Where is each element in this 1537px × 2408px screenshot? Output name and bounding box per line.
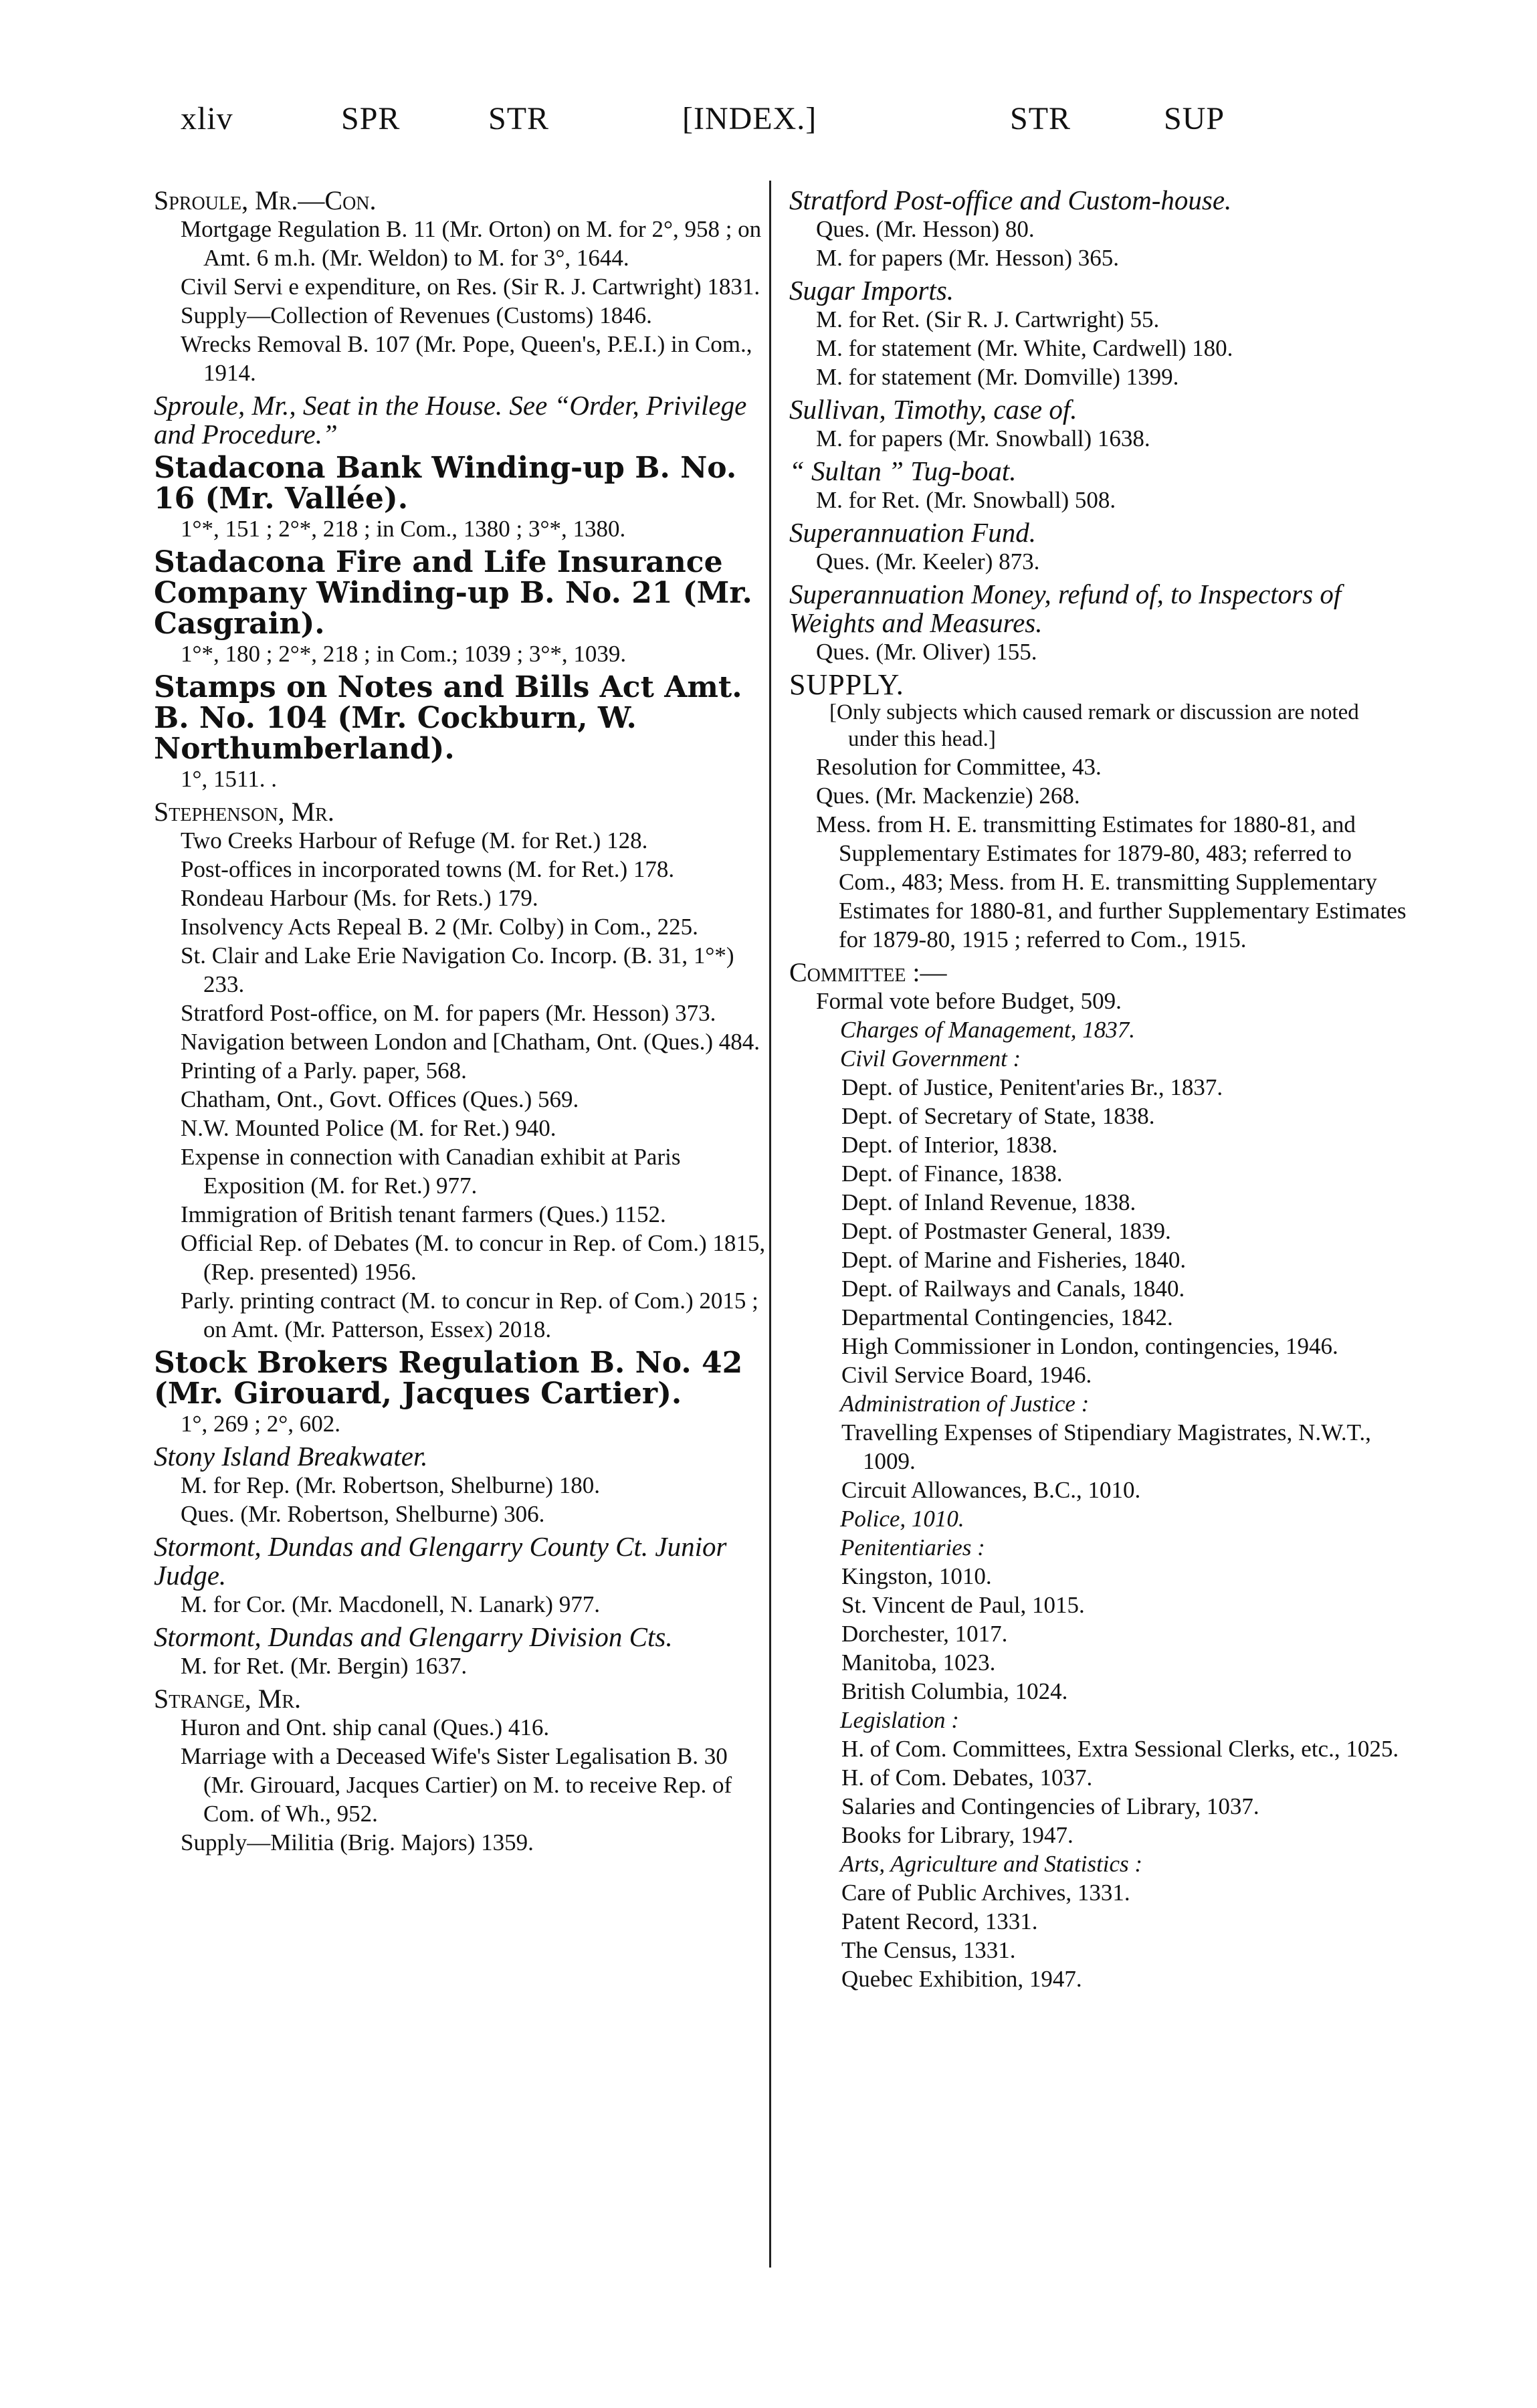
- index-entry: 1°*, 180 ; 2°*, 218 ; in Com.; 1039 ; 3°*, 1039.: [181, 641, 627, 667]
- index-entry: Formal vote before Budget, 509.: [816, 988, 1122, 1014]
- index-entry: Kingston, 1010.: [841, 1563, 992, 1589]
- index-heading: Stratford Post-office and Custom-house.: [789, 185, 1232, 215]
- index-entry: Dept. of Secretary of State, 1838.: [841, 1103, 1155, 1129]
- index-entry: M. for Ret. (Sir R. J. Cartwright) 55.: [816, 306, 1160, 332]
- index-heading: Sproule, Mr., Seat in the House. See “Order, Privilege and Procedure.”: [154, 390, 747, 449]
- index-entry: Travelling Expenses of Stipendiary Magistrates, N.W.T., 1009.: [841, 1419, 1371, 1474]
- index-entry: Dept. of Inland Revenue, 1838.: [841, 1189, 1136, 1215]
- index-entry: Civil Service Board, 1946.: [841, 1362, 1092, 1388]
- index-group-heading: Legislation :: [840, 1707, 959, 1733]
- index-entry: Ques. (Mr. Hesson) 80.: [816, 216, 1035, 242]
- index-heading: Superannuation Fund.: [789, 517, 1036, 548]
- index-entry: Departmental Contingencies, 1842.: [841, 1304, 1173, 1330]
- index-entry: 1°, 269 ; 2°, 602.: [181, 1411, 340, 1437]
- index-entry: Mortgage Regulation B. 11 (Mr. Orton) on M. for 2°, 958 ; on Amt. 6 m.h. (Mr. Weldon) to M. for 3°, 1644.: [181, 216, 762, 271]
- index-entry: M. for statement (Mr. White, Cardwell) 180.: [816, 335, 1233, 361]
- index-heading: Committee :—: [789, 957, 947, 987]
- index-group-heading: Charges of Management, 1837.: [840, 1017, 1136, 1043]
- index-entry: N.W. Mounted Police (M. for Ret.) 940.: [181, 1115, 556, 1141]
- index-group-heading: Penitentiaries :: [840, 1534, 985, 1561]
- index-entry: Supply—Militia (Brig. Majors) 1359.: [181, 1829, 534, 1855]
- index-entry: Ques. (Mr. Robertson, Shelburne) 306.: [181, 1501, 545, 1527]
- index-entry: Expense in connection with Canadian exhibit at Paris Exposition (M. for Ret.) 977.: [181, 1144, 681, 1199]
- index-entry: Quebec Exhibition, 1947.: [841, 1966, 1082, 1992]
- index-heading: Stephenson, Mr.: [154, 797, 334, 827]
- header-range-end-left: STR: [488, 101, 550, 136]
- index-entry: Mess. from H. E. transmitting Estimates for 1880-81, and Supplementary Estimates for 1879-80, 483; referred to Com., 483; Mess. from H. E. transmitting Supplementary Estimates for 1880-81, and further Supplementary Estimates for 1879-80, 1915 ; referred to Com., 1915.: [816, 811, 1407, 952]
- index-entry: Immigration of British tenant farmers (Ques.) 1152.: [181, 1201, 666, 1227]
- index-entry: Dorchester, 1017.: [841, 1621, 1008, 1647]
- index-entry: Two Creeks Harbour of Refuge (M. for Ret.) 128.: [181, 827, 648, 854]
- index-heading: Sullivan, Timothy, case of.: [789, 394, 1078, 425]
- index-entry: British Columbia, 1024.: [841, 1678, 1068, 1704]
- column-divider: [769, 181, 771, 2268]
- index-entry: M. for Rep. (Mr. Robertson, Shelburne) 180.: [181, 1472, 601, 1498]
- index-entry: Stratford Post-office, on M. for papers (Mr. Hesson) 373.: [181, 1000, 716, 1026]
- index-entry: High Commissioner in London, contingencies, 1946.: [841, 1333, 1338, 1359]
- page-number: xliv: [181, 101, 233, 136]
- index-entry: Parly. printing contract (M. to concur in Rep. of Com.) 2015 ; on Amt. (Mr. Patterson, Essex) 2018.: [181, 1288, 758, 1342]
- index-entry: 1°, 1511. .: [181, 766, 277, 792]
- index-heading: Stormont, Dundas and Glengarry County Ct. Junior Judge.: [154, 1531, 727, 1591]
- index-heading: Superannuation Money, refund of, to Inspectors of Weights and Measures.: [789, 579, 1342, 638]
- index-entry: Navigation between London and [Chatham, Ont. (Ques.) 484.: [181, 1029, 760, 1055]
- header-section: [INDEX.]: [682, 101, 817, 136]
- index-entry: Supply—Collection of Revenues (Customs) 1846.: [181, 302, 652, 328]
- index-entry: St. Vincent de Paul, 1015.: [841, 1592, 1085, 1618]
- index-entry: Chatham, Ont., Govt. Offices (Ques.) 569.: [181, 1086, 579, 1112]
- index-heading: Stadacona Fire and Life Insurance Company Winding-up B. No. 21 (Mr. Casgrain).: [154, 545, 752, 641]
- index-entry: Dept. of Interior, 1838.: [841, 1132, 1058, 1158]
- index-entry: Manitoba, 1023.: [841, 1649, 996, 1676]
- header-range-start-right: STR: [1010, 101, 1071, 136]
- index-entry: The Census, 1331.: [841, 1937, 1016, 1963]
- index-entry: H. of Com. Debates, 1037.: [841, 1765, 1093, 1791]
- index-heading: Strange, Mr.: [154, 1684, 302, 1714]
- index-entry: Rondeau Harbour (Ms. for Rets.) 179.: [181, 885, 538, 911]
- index-note: [Only subjects which caused remark or discussion are noted under this head.]: [829, 700, 1359, 751]
- index-entry: Patent Record, 1331.: [841, 1908, 1038, 1934]
- index-entry: M. for papers (Mr. Snowball) 1638.: [816, 425, 1150, 452]
- index-entry: Dept. of Finance, 1838.: [841, 1161, 1063, 1187]
- index-group-heading: Civil Government :: [840, 1045, 1021, 1072]
- index-entry: Dept. of Justice, Penitent'aries Br., 1837.: [841, 1074, 1223, 1100]
- header-range-end-right: SUP: [1164, 101, 1225, 136]
- index-entry: Dept. of Marine and Fisheries, 1840.: [841, 1247, 1187, 1273]
- index-heading: Sproule, Mr.—Con.: [154, 185, 377, 215]
- index-entry: 1°*, 151 ; 2°*, 218 ; in Com., 1380 ; 3°*, 1380.: [181, 516, 626, 542]
- index-group-heading: Police, 1010.: [840, 1506, 964, 1532]
- index-entry: Care of Public Archives, 1331.: [841, 1880, 1130, 1906]
- index-entry: Wrecks Removal B. 107 (Mr. Pope, Queen's, P.E.I.) in Com., 1914.: [181, 331, 752, 386]
- index-heading: Stadacona Bank Winding-up B. No. 16 (Mr. Vallée).: [154, 451, 737, 516]
- right-column: [789, 182, 1411, 1993]
- index-entry: M. for statement (Mr. Domville) 1399.: [816, 364, 1179, 390]
- index-heading: Stamps on Notes and Bills Act Amt. B. No. 104 (Mr. Cockburn, W. Northumberland).: [154, 670, 742, 766]
- index-group-heading: Administration of Justice :: [840, 1391, 1090, 1417]
- index-entry: Ques. (Mr. Oliver) 155.: [816, 639, 1037, 665]
- index-entry: St. Clair and Lake Erie Navigation Co. Incorp. (B. 31, 1°*) 233.: [181, 942, 734, 997]
- index-entry: Books for Library, 1947.: [841, 1822, 1073, 1848]
- index-entry: Civil Servi e expenditure, on Res. (Sir R. J. Cartwright) 1831.: [181, 274, 760, 300]
- index-entry: Ques. (Mr. Keeler) 873.: [816, 548, 1040, 575]
- left-column: [154, 182, 769, 1857]
- index-entry: Dept. of Postmaster General, 1839.: [841, 1218, 1171, 1244]
- index-heading: Stock Brokers Regulation B. No. 42 (Mr. Girouard, Jacques Cartier).: [154, 1346, 743, 1411]
- index-entry: Resolution for Committee, 43.: [816, 754, 1102, 780]
- index-heading: SUPPLY.: [789, 668, 904, 701]
- page-header: [181, 100, 1251, 147]
- index-entry: Insolvency Acts Repeal B. 2 (Mr. Colby) in Com., 225.: [181, 914, 698, 940]
- index-entry: Circuit Allowances, B.C., 1010.: [841, 1477, 1141, 1503]
- index-entry: M. for papers (Mr. Hesson) 365.: [816, 245, 1119, 271]
- index-entry: Huron and Ont. ship canal (Ques.) 416.: [181, 1714, 550, 1740]
- index-entry: Post-offices in incorporated towns (M. for Ret.) 178.: [181, 856, 675, 882]
- index-entry: Printing of a Parly. paper, 568.: [181, 1058, 467, 1084]
- header-range-start-left: SPR: [341, 101, 401, 136]
- index-entry: Marriage with a Deceased Wife's Sister Legalisation B. 30 (Mr. Girouard, Jacques Cartier) on M. to receive Rep. of Com. of Wh., 952.: [181, 1743, 732, 1827]
- index-entry: Salaries and Contingencies of Library, 1037.: [841, 1793, 1259, 1819]
- index-entry: Ques. (Mr. Mackenzie) 268.: [816, 783, 1080, 809]
- index-entry: Official Rep. of Debates (M. to concur in Rep. of Com.) 1815, (Rep. presented) 1956.: [181, 1230, 766, 1285]
- index-entry: M. for Ret. (Mr. Bergin) 1637.: [181, 1653, 468, 1679]
- index-heading: “ Sultan ” Tug-boat.: [789, 456, 1017, 486]
- index-entry: Dept. of Railways and Canals, 1840.: [841, 1276, 1185, 1302]
- index-group-heading: Arts, Agriculture and Statistics :: [840, 1851, 1143, 1877]
- index-heading: Stormont, Dundas and Glengarry Division Cts.: [154, 1621, 673, 1652]
- index-heading: Stony Island Breakwater.: [154, 1441, 428, 1472]
- index-entry: H. of Com. Committees, Extra Sessional Clerks, etc., 1025.: [841, 1736, 1399, 1762]
- index-heading: Sugar Imports.: [789, 275, 954, 306]
- index-entry: M. for Ret. (Mr. Snowball) 508.: [816, 487, 1116, 513]
- index-entry: M. for Cor. (Mr. Macdonell, N. Lanark) 977.: [181, 1591, 600, 1617]
